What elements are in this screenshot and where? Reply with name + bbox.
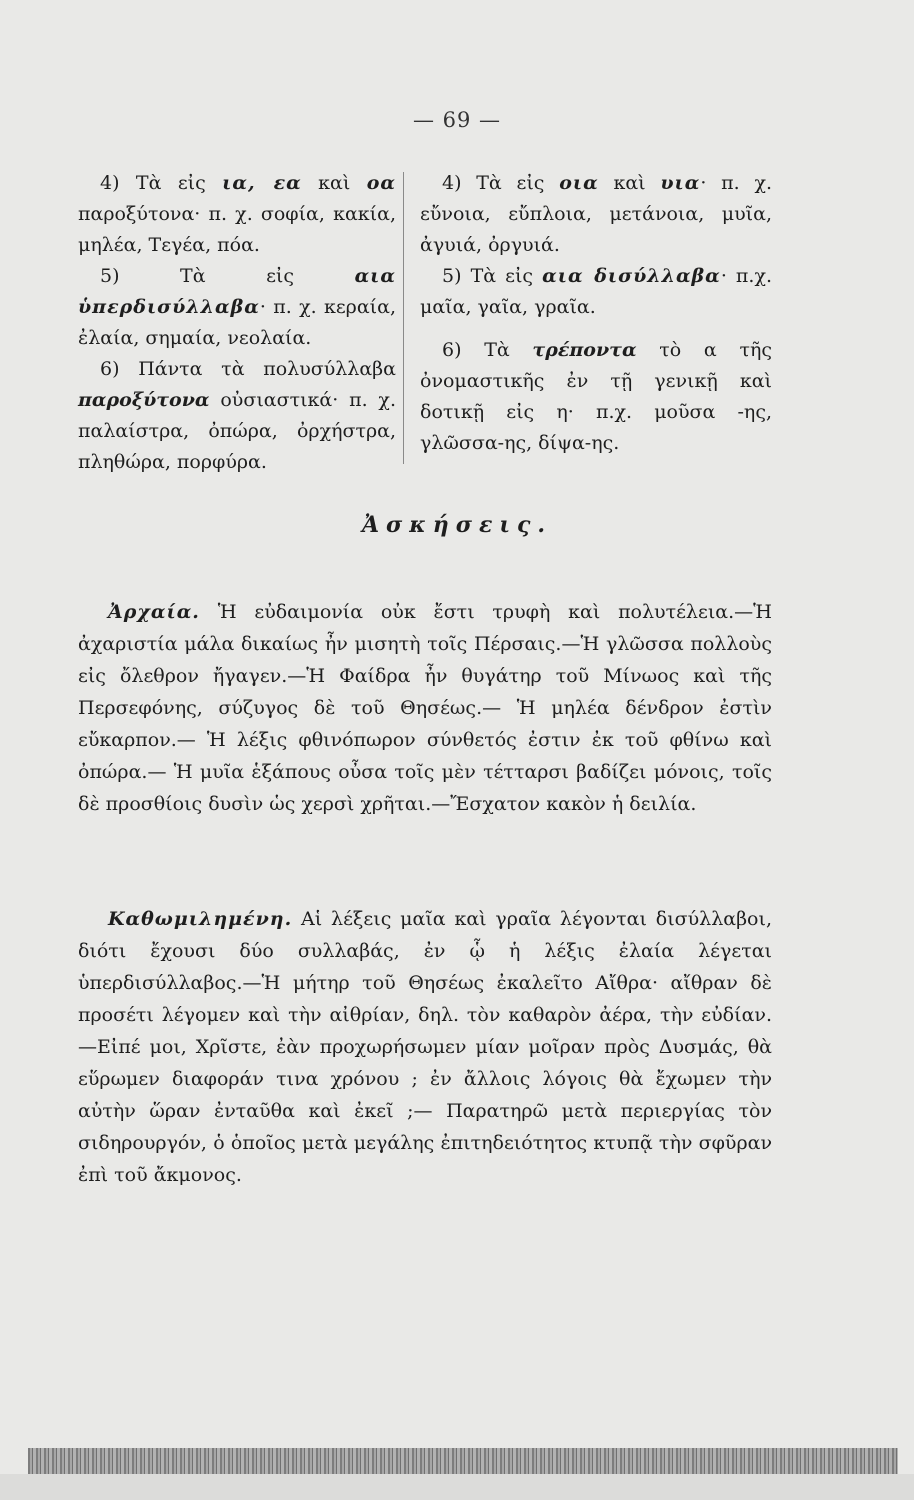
- page-number: — 69 —: [412, 108, 502, 132]
- rule-text: 6) Πάντα τὰ πολυσύλλαβα: [100, 358, 396, 380]
- rule-ending: οια: [559, 172, 599, 194]
- archaia-paragraph: [78, 596, 772, 820]
- kathomilimeni-label: Καθωμιλημένη.: [108, 908, 293, 930]
- rule-text: 5) Τὰ εἰς: [442, 265, 543, 287]
- kathomilimeni-paragraph: [78, 903, 772, 1191]
- rule-text: · π. χ. εὔνοια, εὔπλοια, μετάνοια, μυῖα, ἀγυιά, ὀργυιά.: [420, 172, 773, 256]
- right-rule-4: [420, 168, 772, 261]
- left-rule-5: [78, 261, 396, 354]
- rule-ending: υια: [660, 172, 701, 194]
- rule-text: 6) Τὰ: [442, 339, 533, 361]
- right-rule-5: [420, 261, 772, 323]
- left-rule-4: [78, 168, 396, 261]
- rule-text: καὶ: [598, 172, 661, 194]
- left-column: [78, 168, 396, 478]
- rule-text: 4) Τὰ εἰς: [100, 172, 223, 194]
- rule-ending: ια, εα: [222, 172, 302, 194]
- exercises-heading: Ἀσκήσεις.: [361, 512, 553, 538]
- rule-text: τὸ α τῆς ὀνομαστικῆς ἐν τῇ γενικῇ καὶ δοτικῇ εἰς η· π.χ. μοῦσα -ης, γλῶσσα-ης, δίψα-ης.: [420, 339, 772, 454]
- rule-text: καὶ: [301, 172, 367, 194]
- rule-emphasis: τρέποντα: [532, 339, 637, 361]
- rule-text: · π.χ. μαῖα, γαῖα, γραῖα.: [420, 265, 772, 318]
- rule-ending: αια ὑπερδισύλλαβα: [78, 265, 396, 318]
- rule-ending: αια δισύλλαβα: [542, 265, 721, 287]
- right-rule-6: [420, 335, 772, 459]
- kathomilimeni-text: Αἱ λέξεις μαῖα καὶ γραῖα λέγονται δισύλλαβοι, διότι ἔχουσι δύο συλλαβάς, ἐν ᾧ ἡ λέξις ἐλαία λέγεται ὑπερδισύλλαβος.—Ἡ μήτηρ τοῦ Θησέως ἐκαλεῖτο Αἴθρα· αἴθραν δὲ προσέτι λέγομεν καὶ τὴν αἰθρίαν, δηλ. τὸν καθαρὸν ἀέρα, τὴν εὐδίαν.—Εἰπέ μοι, Χρῖστε, ἐὰν προχωρήσωμεν μίαν μοῖραν πρὸς Δυσμάς, θὰ εὕρωμεν διαφοράν τινα χρόνου ; ἐν ἄλλοις λόγοις θὰ ἔχωμεν τὴν αὐτὴν ὥραν ἐνταῦθα καὶ ἐκεῖ ;— Παρατηρῶ μετὰ περιεργίας τὸν σιδηρουργόν, ὁ ὁποῖος μετὰ μεγάλης ἐπιτηδειότητος κτυπᾷ τὴν σφῦραν ἐπὶ τοῦ ἄκμονος.: [78, 908, 772, 1186]
- rule-text: οὐσιαστικά· π. χ. παλαίστρα, ὀπώρα, ὀρχήστρα, πληθώρα, πορφύρα.: [78, 389, 396, 473]
- rule-text: · π. χ. κεραία, ἐλαία, σημαία, νεολαία.: [78, 296, 396, 349]
- scan-edge-band: [28, 1448, 898, 1474]
- rule-text: 5) Τὰ εἰς: [100, 265, 355, 287]
- column-divider: [403, 172, 404, 464]
- scan-bottom-margin: [0, 1474, 914, 1500]
- rule-text: 4) Τὰ εἰς: [442, 172, 560, 194]
- archaia-label: Ἀρχαία.: [108, 601, 200, 623]
- rule-ending: οα: [366, 172, 397, 194]
- archaia-text: Ἡ εὐδαιμονία οὐκ ἔστι τρυφὴ καὶ πολυτέλεια.—Ἡ ἀχαριστία μάλα δικαίως ἦν μισητὴ τοῖς Πέρσαις.—Ἡ γλῶσσα πολλοὺς εἰς ὄλεθρον ἤγαγεν.—Ἡ Φαίδρα ἦν θυγάτηρ τοῦ Μίνωος καὶ τῆς Περσεφόνης, σύζυγος δὲ τοῦ Θησέως.— Ἡ μηλέα δένδρον ἐστὶν εὔκαρπον.— Ἡ λέξις φθινόπωρον σύνθετός ἐστιν ἐκ τοῦ φθίνω καὶ ὀπώρα.— Ἡ μυῖα ἑξάπους οὖσα τοῖς μὲν τέτταρσι βαδίζει μόνοις, τοῖς δὲ προσθίοις δυσὶν ὡς χερσὶ χρῆται.—Ἔσχατον κακὸν ἡ δειλία.: [78, 601, 772, 815]
- rule-text: παροξύτονα· π. χ. σοφία, κακία, μηλέα, Τεγέα, πόα.: [78, 203, 396, 256]
- rule-emphasis: παροξύτονα: [78, 389, 210, 411]
- right-column: [420, 168, 772, 459]
- left-rule-6: [78, 354, 396, 478]
